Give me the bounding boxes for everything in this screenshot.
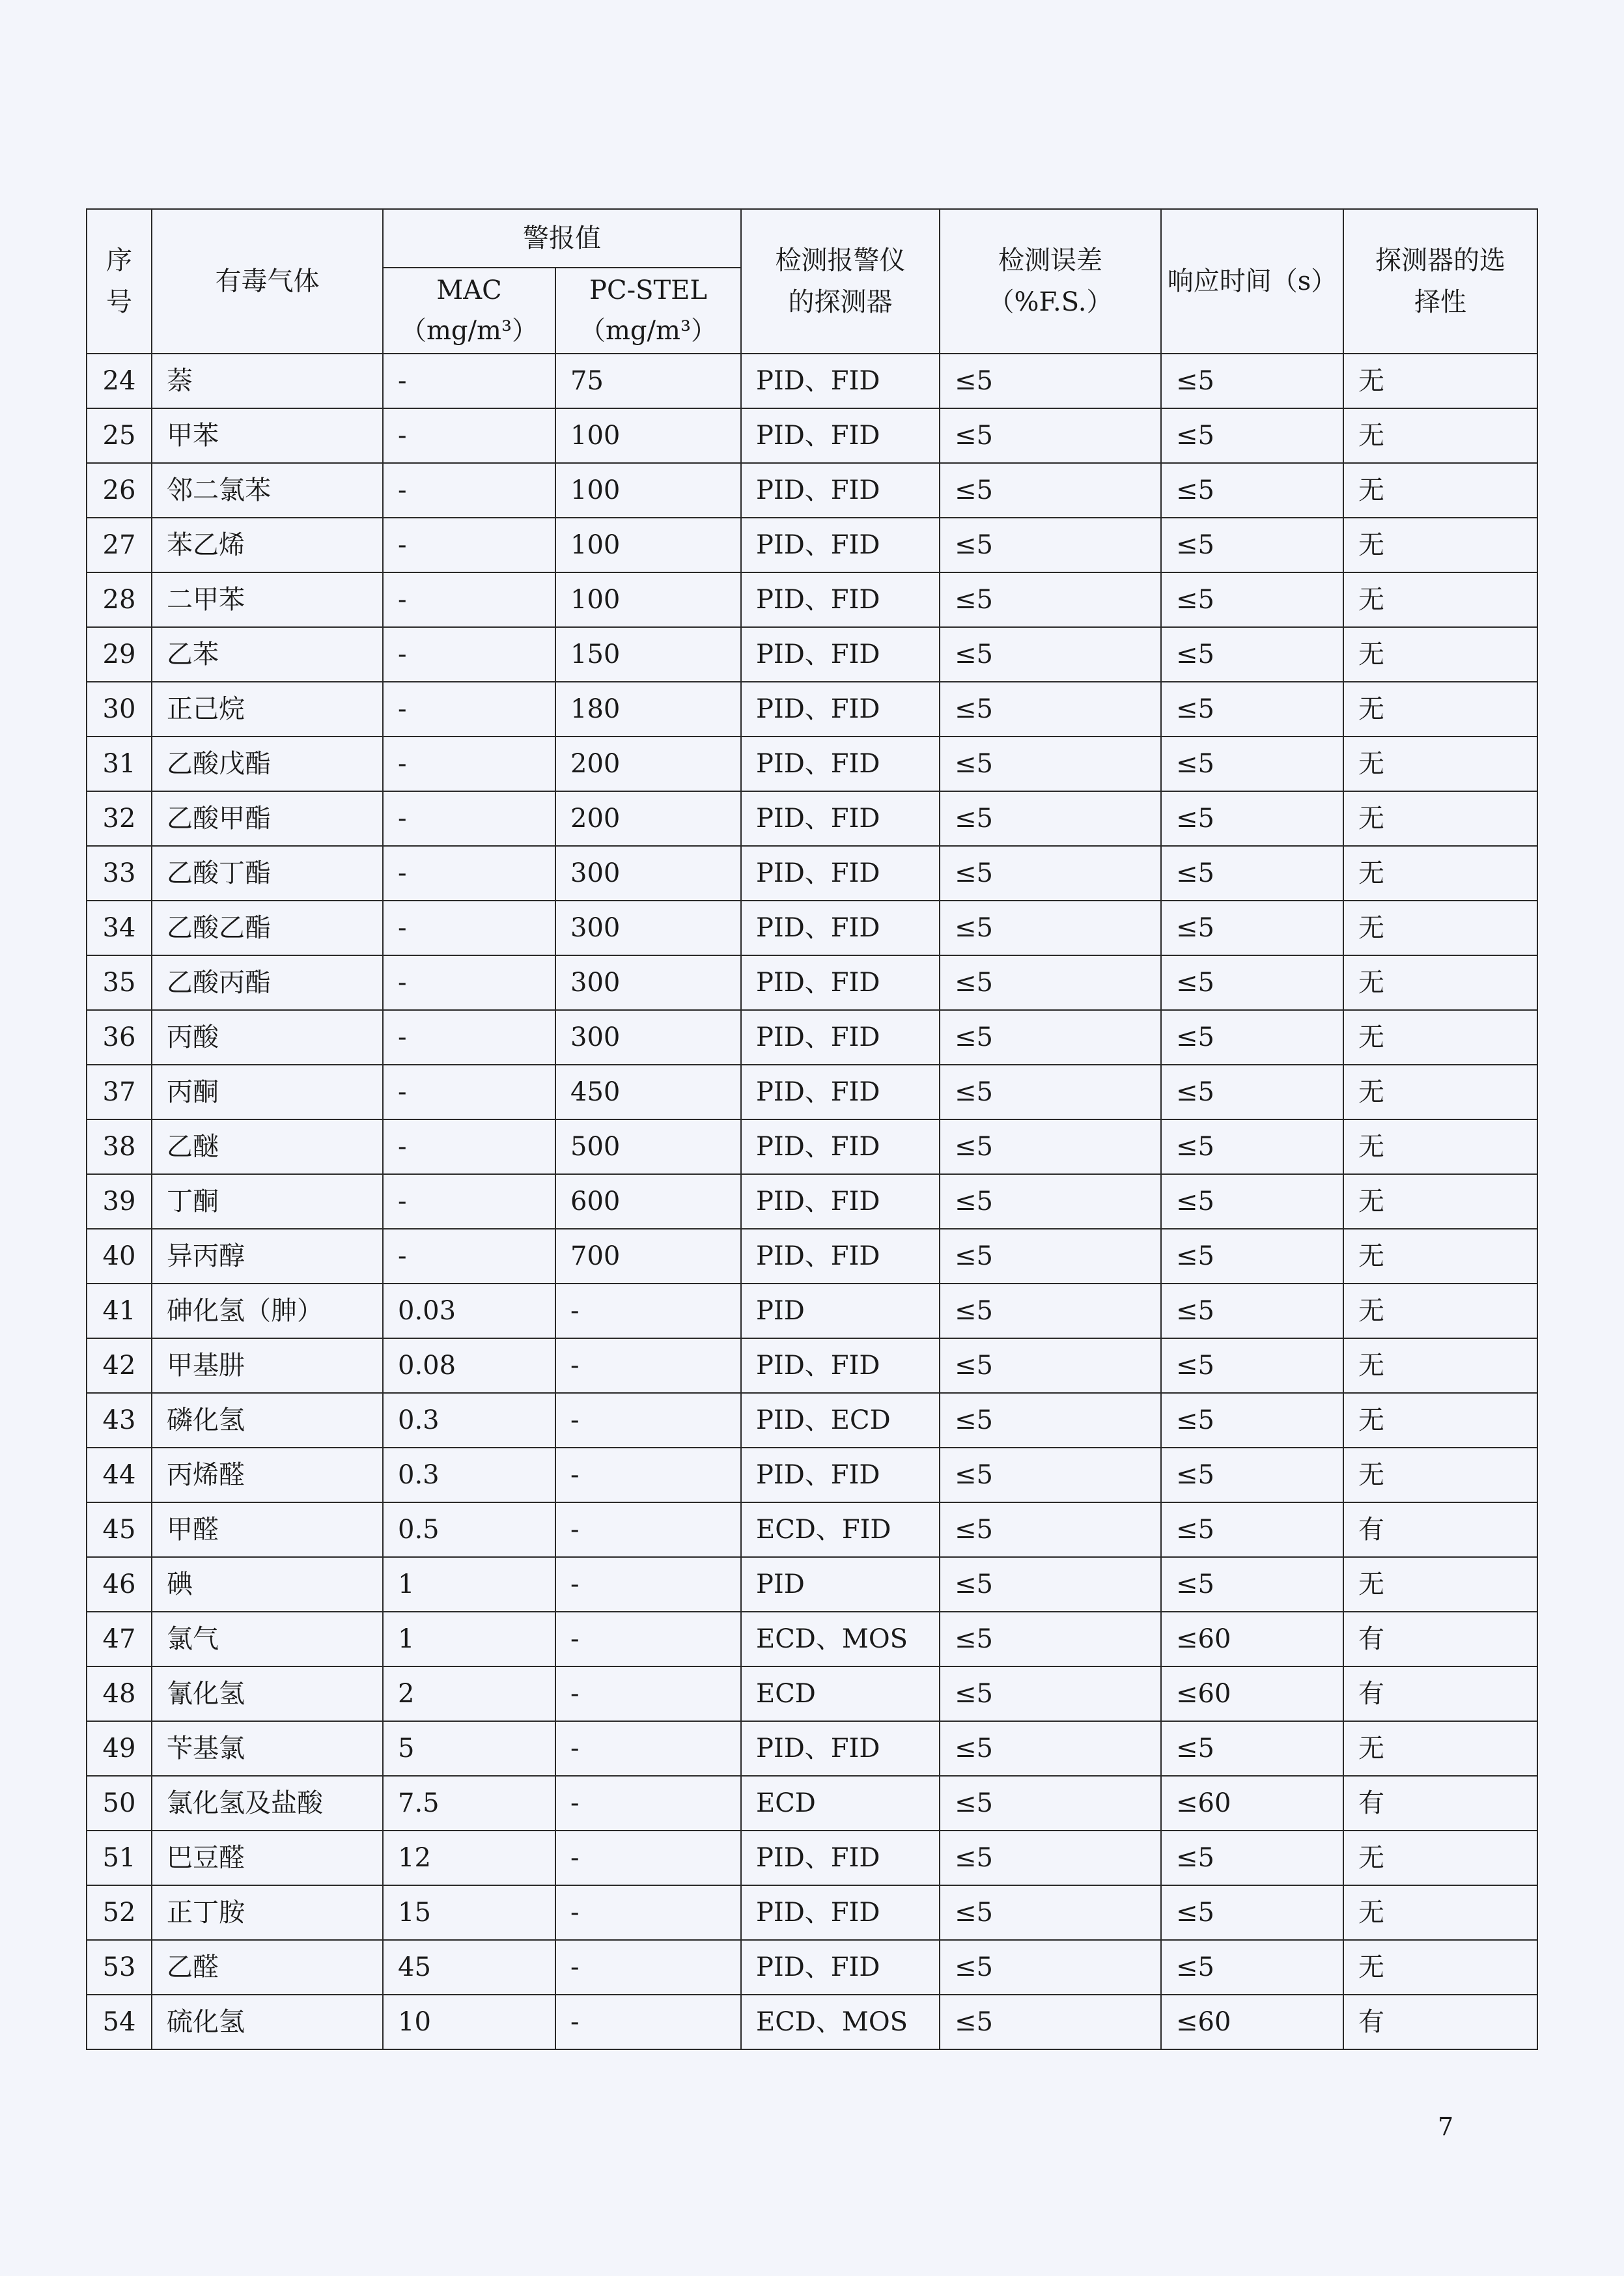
- row-number: 36: [87, 1010, 152, 1065]
- gas-name: 正丁胺: [152, 1885, 383, 1940]
- detection-error: ≤5: [940, 1831, 1161, 1885]
- mac-value: 10: [383, 1995, 555, 2049]
- mac-value: 15: [383, 1885, 555, 1940]
- response-time: ≤5: [1161, 1338, 1343, 1393]
- selectivity: 无: [1343, 1721, 1537, 1776]
- header-response: 响应时间（s）: [1161, 209, 1343, 354]
- detection-error: ≤5: [940, 627, 1161, 682]
- detection-error: ≤5: [940, 1229, 1161, 1284]
- response-time: ≤5: [1161, 1831, 1343, 1885]
- table-row: [87, 682, 1537, 737]
- selectivity: 无: [1343, 1338, 1537, 1393]
- pc-stel-value: -: [555, 1284, 741, 1338]
- detector-type: PID、FID: [741, 518, 940, 572]
- mac-value: -: [383, 901, 555, 955]
- mac-value: 12: [383, 1831, 555, 1885]
- selectivity: 有: [1343, 1776, 1537, 1831]
- table-row: [87, 408, 1537, 463]
- table-row: [87, 1502, 1537, 1557]
- mac-value: -: [383, 572, 555, 627]
- pc-stel-value: -: [555, 1940, 741, 1995]
- row-number: 25: [87, 408, 152, 463]
- detection-error: ≤5: [940, 1721, 1161, 1776]
- gas-name: 丙酮: [152, 1065, 383, 1119]
- row-number: 27: [87, 518, 152, 572]
- pc-stel-value: 300: [555, 846, 741, 901]
- row-number: 52: [87, 1885, 152, 1940]
- detector-type: ECD、MOS: [741, 1995, 940, 2049]
- table-row: [87, 1284, 1537, 1338]
- row-number: 39: [87, 1174, 152, 1229]
- gas-name: 碘: [152, 1557, 383, 1612]
- mac-value: -: [383, 1010, 555, 1065]
- selectivity: 无: [1343, 955, 1537, 1010]
- gas-name: 乙酸丁酯: [152, 846, 383, 901]
- pc-stel-value: 600: [555, 1174, 741, 1229]
- header-error: 检测误差（%F.S.）: [940, 209, 1161, 354]
- detector-type: PID、FID: [741, 791, 940, 846]
- detection-error: ≤5: [940, 682, 1161, 737]
- gas-name: 甲醛: [152, 1502, 383, 1557]
- row-number: 48: [87, 1666, 152, 1721]
- gas-name: 异丙醇: [152, 1229, 383, 1284]
- row-number: 45: [87, 1502, 152, 1557]
- table-row: [87, 1010, 1537, 1065]
- detector-type: PID、FID: [741, 682, 940, 737]
- response-time: ≤5: [1161, 1065, 1343, 1119]
- pc-stel-value: -: [555, 1393, 741, 1448]
- pc-stel-value: 300: [555, 1010, 741, 1065]
- table-row: [87, 1448, 1537, 1502]
- detection-error: ≤5: [940, 846, 1161, 901]
- response-time: ≤5: [1161, 1393, 1343, 1448]
- response-time: ≤60: [1161, 1666, 1343, 1721]
- selectivity: 无: [1343, 1831, 1537, 1885]
- detection-error: ≤5: [940, 1557, 1161, 1612]
- pc-stel-value: 500: [555, 1119, 741, 1174]
- response-time: ≤5: [1161, 1885, 1343, 1940]
- detector-type: PID、FID: [741, 1885, 940, 1940]
- pc-stel-value: -: [555, 1776, 741, 1831]
- table-row: [87, 518, 1537, 572]
- response-time: ≤5: [1161, 1940, 1343, 1995]
- row-number: 46: [87, 1557, 152, 1612]
- gas-name: 乙酸乙酯: [152, 901, 383, 955]
- gas-name: 硫化氢: [152, 1995, 383, 2049]
- selectivity: 无: [1343, 1010, 1537, 1065]
- response-time: ≤5: [1161, 955, 1343, 1010]
- selectivity: 无: [1343, 1448, 1537, 1502]
- response-time: ≤5: [1161, 354, 1343, 408]
- detector-type: PID、FID: [741, 901, 940, 955]
- selectivity: 无: [1343, 901, 1537, 955]
- row-number: 33: [87, 846, 152, 901]
- gas-name: 丙酸: [152, 1010, 383, 1065]
- response-time: ≤5: [1161, 1119, 1343, 1174]
- row-number: 49: [87, 1721, 152, 1776]
- table-body: [87, 354, 1537, 2049]
- row-number: 41: [87, 1284, 152, 1338]
- table-row: [87, 1666, 1537, 1721]
- selectivity: 无: [1343, 1174, 1537, 1229]
- detector-type: PID、FID: [741, 1831, 940, 1885]
- header-pcstel: PC-STEL （mg/m³）: [555, 268, 741, 354]
- mac-value: -: [383, 1174, 555, 1229]
- detector-type: PID、FID: [741, 1721, 940, 1776]
- response-time: ≤5: [1161, 518, 1343, 572]
- response-time: ≤5: [1161, 1557, 1343, 1612]
- detector-type: PID、FID: [741, 1119, 940, 1174]
- pc-stel-value: 300: [555, 955, 741, 1010]
- gas-name: 乙酸甲酯: [152, 791, 383, 846]
- selectivity: 无: [1343, 791, 1537, 846]
- mac-value: -: [383, 518, 555, 572]
- row-number: 28: [87, 572, 152, 627]
- pc-stel-value: -: [555, 1448, 741, 1502]
- detection-error: ≤5: [940, 1010, 1161, 1065]
- mac-value: 1: [383, 1557, 555, 1612]
- row-number: 32: [87, 791, 152, 846]
- selectivity: 无: [1343, 463, 1537, 518]
- response-time: ≤5: [1161, 408, 1343, 463]
- selectivity: 无: [1343, 518, 1537, 572]
- mac-value: 0.03: [383, 1284, 555, 1338]
- selectivity: 有: [1343, 1995, 1537, 2049]
- table-row: [87, 1229, 1537, 1284]
- row-number: 29: [87, 627, 152, 682]
- table-row: [87, 354, 1537, 408]
- detection-error: ≤5: [940, 737, 1161, 791]
- selectivity: 无: [1343, 1119, 1537, 1174]
- mac-value: 7.5: [383, 1776, 555, 1831]
- detection-error: ≤5: [940, 1393, 1161, 1448]
- response-time: ≤5: [1161, 846, 1343, 901]
- gas-name: 萘: [152, 354, 383, 408]
- gas-name: 正己烷: [152, 682, 383, 737]
- header-selectivity: 探测器的选择性: [1343, 209, 1537, 354]
- response-time: ≤5: [1161, 627, 1343, 682]
- pc-stel-value: 200: [555, 737, 741, 791]
- detector-type: PID、FID: [741, 1448, 940, 1502]
- table-row: [87, 1776, 1537, 1831]
- detector-type: ECD、MOS: [741, 1612, 940, 1666]
- detector-type: PID、FID: [741, 846, 940, 901]
- gas-name: 乙苯: [152, 627, 383, 682]
- row-number: 50: [87, 1776, 152, 1831]
- header-detector: 检测报警仪的探测器: [741, 209, 940, 354]
- selectivity: 无: [1343, 682, 1537, 737]
- pc-stel-value: 200: [555, 791, 741, 846]
- selectivity: 有: [1343, 1612, 1537, 1666]
- detection-error: ≤5: [940, 1885, 1161, 1940]
- detector-type: ECD: [741, 1776, 940, 1831]
- response-time: ≤5: [1161, 1229, 1343, 1284]
- detector-type: ECD、FID: [741, 1502, 940, 1557]
- mac-value: -: [383, 408, 555, 463]
- gas-name: 丙烯醛: [152, 1448, 383, 1502]
- table-row: [87, 1338, 1537, 1393]
- response-time: ≤5: [1161, 1174, 1343, 1229]
- gas-name: 乙醚: [152, 1119, 383, 1174]
- pc-stel-value: -: [555, 1338, 741, 1393]
- selectivity: 无: [1343, 1940, 1537, 1995]
- pc-stel-value: 180: [555, 682, 741, 737]
- detection-error: ≤5: [940, 572, 1161, 627]
- mac-value: 1: [383, 1612, 555, 1666]
- gas-name: 乙醛: [152, 1940, 383, 1995]
- detector-type: PID、FID: [741, 463, 940, 518]
- header-gas: 有毒气体: [152, 209, 383, 354]
- table-row: [87, 1119, 1537, 1174]
- gas-name: 巴豆醛: [152, 1831, 383, 1885]
- mac-value: -: [383, 791, 555, 846]
- selectivity: 无: [1343, 1557, 1537, 1612]
- table-row: [87, 463, 1537, 518]
- gas-name: 砷化氢（胂）: [152, 1284, 383, 1338]
- row-number: 37: [87, 1065, 152, 1119]
- detector-type: PID、FID: [741, 572, 940, 627]
- detection-error: ≤5: [940, 1995, 1161, 2049]
- table-row: [87, 737, 1537, 791]
- detector-type: PID: [741, 1557, 940, 1612]
- row-number: 34: [87, 901, 152, 955]
- header-mac: MAC （mg/m³）: [383, 268, 555, 354]
- gas-name: 氯化氢及盐酸: [152, 1776, 383, 1831]
- detector-type: PID、FID: [741, 627, 940, 682]
- detector-type: PID、FID: [741, 1010, 940, 1065]
- detector-type: PID、FID: [741, 1940, 940, 1995]
- header-no: 序号: [87, 209, 152, 354]
- mac-value: -: [383, 1229, 555, 1284]
- table-row: [87, 791, 1537, 846]
- row-number: 38: [87, 1119, 152, 1174]
- table-row: [87, 1721, 1537, 1776]
- pc-stel-value: -: [555, 1612, 741, 1666]
- detection-error: ≤5: [940, 1174, 1161, 1229]
- pc-stel-value: 450: [555, 1065, 741, 1119]
- detector-type: PID、ECD: [741, 1393, 940, 1448]
- detector-type: PID、FID: [741, 737, 940, 791]
- detection-error: ≤5: [940, 955, 1161, 1010]
- response-time: ≤5: [1161, 1721, 1343, 1776]
- row-number: 40: [87, 1229, 152, 1284]
- response-time: ≤5: [1161, 1502, 1343, 1557]
- selectivity: 有: [1343, 1666, 1537, 1721]
- mac-value: -: [383, 463, 555, 518]
- table-row: [87, 1995, 1537, 2049]
- table-row: [87, 572, 1537, 627]
- table-row: [87, 1065, 1537, 1119]
- detector-type: PID: [741, 1284, 940, 1338]
- response-time: ≤5: [1161, 463, 1343, 518]
- mac-value: 45: [383, 1940, 555, 1995]
- toxic-gas-table: [86, 208, 1538, 2050]
- table-row: [87, 846, 1537, 901]
- response-time: ≤60: [1161, 1776, 1343, 1831]
- selectivity: 无: [1343, 572, 1537, 627]
- detection-error: ≤5: [940, 1940, 1161, 1995]
- detection-error: ≤5: [940, 518, 1161, 572]
- row-number: 42: [87, 1338, 152, 1393]
- header-alarm: 警报值: [383, 209, 741, 268]
- gas-name: 氯气: [152, 1612, 383, 1666]
- row-number: 47: [87, 1612, 152, 1666]
- gas-name: 丁酮: [152, 1174, 383, 1229]
- mac-value: 0.5: [383, 1502, 555, 1557]
- response-time: ≤60: [1161, 1995, 1343, 2049]
- response-time: ≤5: [1161, 682, 1343, 737]
- response-time: ≤5: [1161, 901, 1343, 955]
- gas-name: 乙酸戊酯: [152, 737, 383, 791]
- table-row: [87, 1174, 1537, 1229]
- mac-value: -: [383, 627, 555, 682]
- selectivity: 无: [1343, 1885, 1537, 1940]
- response-time: ≤5: [1161, 572, 1343, 627]
- gas-name: 苄基氯: [152, 1721, 383, 1776]
- mac-value: 2: [383, 1666, 555, 1721]
- pc-stel-value: 100: [555, 572, 741, 627]
- page-number: 7: [1438, 2113, 1454, 2141]
- detection-error: ≤5: [940, 1448, 1161, 1502]
- row-number: 43: [87, 1393, 152, 1448]
- gas-name: 乙酸丙酯: [152, 955, 383, 1010]
- row-number: 35: [87, 955, 152, 1010]
- mac-value: -: [383, 1119, 555, 1174]
- detection-error: ≤5: [940, 463, 1161, 518]
- detection-error: ≤5: [940, 1776, 1161, 1831]
- detection-error: ≤5: [940, 1119, 1161, 1174]
- mac-value: 0.3: [383, 1448, 555, 1502]
- pc-stel-value: 150: [555, 627, 741, 682]
- detection-error: ≤5: [940, 354, 1161, 408]
- table-row: [87, 1557, 1537, 1612]
- selectivity: 无: [1343, 846, 1537, 901]
- mac-value: -: [383, 737, 555, 791]
- table-row: [87, 1393, 1537, 1448]
- table-header: [87, 209, 1537, 354]
- detection-error: ≤5: [940, 408, 1161, 463]
- mac-value: -: [383, 846, 555, 901]
- selectivity: 有: [1343, 1502, 1537, 1557]
- gas-name: 甲基肼: [152, 1338, 383, 1393]
- row-number: 30: [87, 682, 152, 737]
- selectivity: 无: [1343, 1393, 1537, 1448]
- detection-error: ≤5: [940, 901, 1161, 955]
- detection-error: ≤5: [940, 1502, 1161, 1557]
- row-number: 54: [87, 1995, 152, 2049]
- table-row: [87, 627, 1537, 682]
- pc-stel-value: -: [555, 1502, 741, 1557]
- mac-value: 0.08: [383, 1338, 555, 1393]
- selectivity: 无: [1343, 627, 1537, 682]
- pc-stel-value: 75: [555, 354, 741, 408]
- gas-name: 甲苯: [152, 408, 383, 463]
- gas-name: 邻二氯苯: [152, 463, 383, 518]
- response-time: ≤60: [1161, 1612, 1343, 1666]
- table-row: [87, 1940, 1537, 1995]
- table-row: [87, 1885, 1537, 1940]
- detection-error: ≤5: [940, 1612, 1161, 1666]
- detection-error: ≤5: [940, 1666, 1161, 1721]
- row-number: 44: [87, 1448, 152, 1502]
- detector-type: PID、FID: [741, 1229, 940, 1284]
- response-time: ≤5: [1161, 791, 1343, 846]
- table-row: [87, 1612, 1537, 1666]
- selectivity: 无: [1343, 1284, 1537, 1338]
- response-time: ≤5: [1161, 1448, 1343, 1502]
- row-number: 26: [87, 463, 152, 518]
- row-number: 24: [87, 354, 152, 408]
- mac-value: 0.3: [383, 1393, 555, 1448]
- response-time: ≤5: [1161, 737, 1343, 791]
- gas-name: 氰化氢: [152, 1666, 383, 1721]
- pc-stel-value: -: [555, 1721, 741, 1776]
- detector-type: PID、FID: [741, 354, 940, 408]
- pc-stel-value: 700: [555, 1229, 741, 1284]
- pc-stel-value: 100: [555, 408, 741, 463]
- detector-type: PID、FID: [741, 1174, 940, 1229]
- mac-value: -: [383, 682, 555, 737]
- pc-stel-value: 100: [555, 518, 741, 572]
- row-number: 51: [87, 1831, 152, 1885]
- pc-stel-value: -: [555, 1995, 741, 2049]
- mac-value: -: [383, 354, 555, 408]
- table-row: [87, 1831, 1537, 1885]
- gas-name: 二甲苯: [152, 572, 383, 627]
- detector-type: PID、FID: [741, 1338, 940, 1393]
- table-row: [87, 901, 1537, 955]
- response-time: ≤5: [1161, 1284, 1343, 1338]
- detector-type: PID、FID: [741, 955, 940, 1010]
- row-number: 53: [87, 1940, 152, 1995]
- selectivity: 无: [1343, 354, 1537, 408]
- row-number: 31: [87, 737, 152, 791]
- detection-error: ≤5: [940, 1065, 1161, 1119]
- mac-value: -: [383, 955, 555, 1010]
- detection-error: ≤5: [940, 1284, 1161, 1338]
- selectivity: 无: [1343, 737, 1537, 791]
- mac-value: 5: [383, 1721, 555, 1776]
- pc-stel-value: 300: [555, 901, 741, 955]
- selectivity: 无: [1343, 1229, 1537, 1284]
- pc-stel-value: -: [555, 1885, 741, 1940]
- detector-type: PID、FID: [741, 1065, 940, 1119]
- detector-type: PID、FID: [741, 408, 940, 463]
- gas-name: 苯乙烯: [152, 518, 383, 572]
- detector-type: ECD: [741, 1666, 940, 1721]
- detection-error: ≤5: [940, 791, 1161, 846]
- detection-error: ≤5: [940, 1338, 1161, 1393]
- pc-stel-value: -: [555, 1831, 741, 1885]
- table-row: [87, 955, 1537, 1010]
- gas-name: 磷化氢: [152, 1393, 383, 1448]
- response-time: ≤5: [1161, 1010, 1343, 1065]
- selectivity: 无: [1343, 1065, 1537, 1119]
- pc-stel-value: 100: [555, 463, 741, 518]
- selectivity: 无: [1343, 408, 1537, 463]
- pc-stel-value: -: [555, 1557, 741, 1612]
- pc-stel-value: -: [555, 1666, 741, 1721]
- mac-value: -: [383, 1065, 555, 1119]
